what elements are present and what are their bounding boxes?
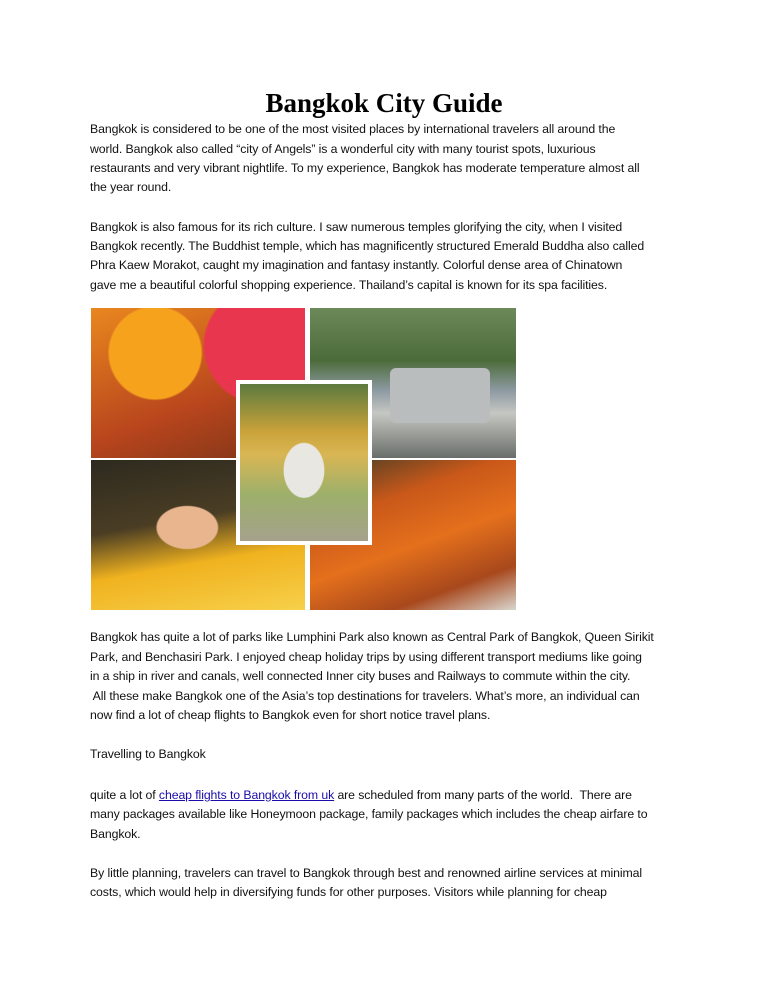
page-title: Bangkok City Guide <box>265 88 503 118</box>
text-line: Bangkok has quite a lot of parks like Lumphini Park also known as Central Park of Bangkok, Queen Sirikit <box>90 630 654 644</box>
text-line: Phra Kaew Morakot, caught my imagination and fantasy instantly. Colorful dense area of Chinatown <box>90 258 623 272</box>
section-heading: Travelling to Bangkok <box>90 747 206 761</box>
text-line: world. Bangkok also called “city of Angels” is a wonderful city with many tourist spots, luxurious <box>90 142 596 156</box>
text: are scheduled from many parts of the world. There are <box>334 788 632 802</box>
text-line: restaurants and very vibrant nightlife. To my experience, Bangkok has moderate temperature almost all <box>90 161 640 175</box>
text-line: gave me a beautiful colorful shopping experience. Thailand’s capital is known for its spa facilities. <box>90 278 608 292</box>
photo-erawan-shrine <box>236 380 372 545</box>
text-line: Bangkok is also famous for its rich culture. I saw numerous temples glorifying the city, when I visited <box>90 220 623 234</box>
text-line <box>90 786 632 805</box>
text-line: Bangkok. <box>90 827 141 841</box>
text: quite a lot of <box>90 788 159 802</box>
text-line: in a ship in river and canals, well connected Inner city buses and Railways to commute within the city. <box>90 669 631 683</box>
text-line: many packages available like Honeymoon package, family packages which includes the cheap airfare to <box>90 807 648 821</box>
text-line: Bangkok recently. The Buddhist temple, which has magnificently structured Emerald Buddha also called <box>90 239 645 253</box>
text-line: All these make Bangkok one of the Asia’s top destinations for travelers. What’s more, an individual can <box>90 689 640 703</box>
text-line: now find a lot of cheap flights to Bangkok even for short notice travel plans. <box>90 708 491 722</box>
text-line: Park, and Benchasiri Park. I enjoyed cheap holiday trips by using different transport mediums like going <box>90 650 642 664</box>
text-line: Bangkok is considered to be one of the most visited places by international travelers all around the <box>90 122 616 136</box>
text-line: By little planning, travelers can travel to Bangkok through best and renowned airline services at minimal <box>90 866 643 880</box>
text-line: costs, which would help in diversifying funds for other purposes. Visitors while planning for cheap <box>90 885 607 899</box>
cheap-flights-link[interactable]: cheap flights to Bangkok from uk <box>158 788 335 802</box>
text-line: the year round. <box>90 180 172 194</box>
